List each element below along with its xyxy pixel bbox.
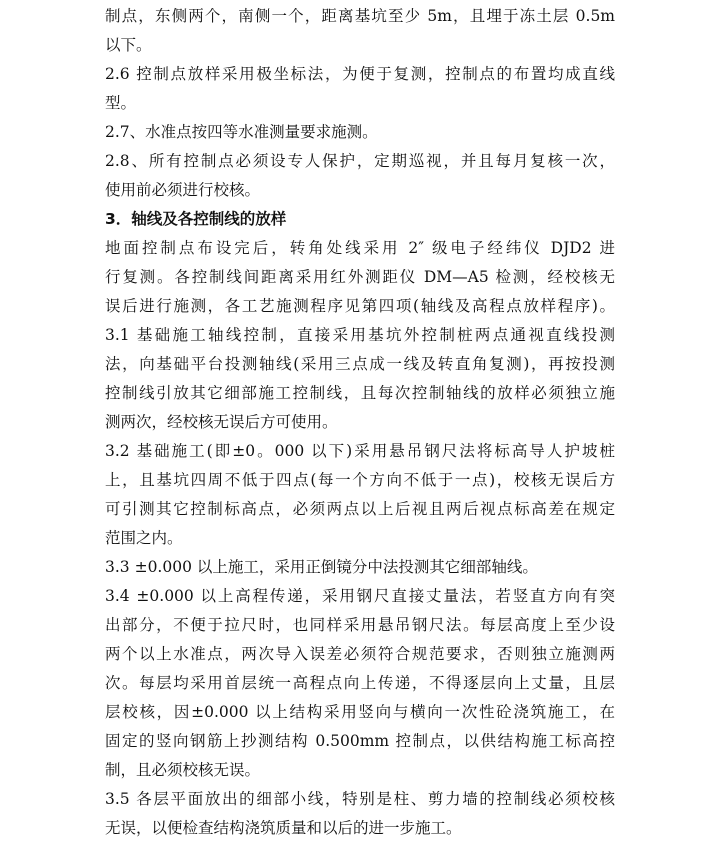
text-line: 出部分，不便于拉尺时，也同样采用悬吊钢尺法。每层高度上至少设 [105,616,615,634]
text-line: 两个以上水准点，两次导入误差必须符合规范要求，否则独立施测两 [105,645,615,663]
text-line: 控制线引放其它细部施工控制线，且每次控制轴线的放样必须独立施 [105,384,615,402]
text-line: 型。 [105,94,137,112]
text-line: 3.3 ±0.000 以上施工，采用正倒镜分中法投测其它细部轴线。 [105,558,538,576]
text-line: 3.2 基础施工(即±0。000 以下)采用悬吊钢尺法将标高导人护坡桩 [105,442,615,460]
text-line: 行复测。各控制线间距离采用红外测距仪 DM—A5 检测，经校核无 [105,268,615,286]
text-line: 制，且必须校核无误。 [105,761,261,779]
text-line: 无误，以便检查结构浇筑质量和以后的进一步施工。 [105,819,462,837]
text-line: 层校核，因±0.000 以上结构采用竖向与横向一次性砼浇筑施工，在 [105,703,615,721]
text-line: 3.5 各层平面放出的细部小线，特别是柱、剪力墙的控制线必须校核 [105,790,615,808]
text-line: 上，且基坑四周不低于四点(每一个方向不低于一点)，校核无误后方 [105,471,615,489]
text-line: 使用前必须进行校核。 [105,181,261,199]
text-line: 测两次，经校核无误后方可使用。 [105,413,338,431]
text-line: 2.6 控制点放样采用极坐标法，为便于复测，控制点的布置均成直线 [105,65,615,83]
text-line: 地面控制点布设完后，转角处线采用 2″ 级电子经纬仪 DJD2 进 [105,239,615,257]
text-line: 制点，东侧两个，南侧一个，距离基坑至少 5m，且埋于冻土层 0.5m [105,7,615,25]
text-line: 3.1 基础施工轴线控制，直接采用基坑外控制桩两点通视直线投测 [105,326,615,344]
text-line: 误后进行施测，各工艺施测程序见第四项(轴线及高程点放样程序)。 [105,297,615,315]
text-line: 次。每层均采用首层统一高程点向上传递，不得逐层向上丈量，且层 [105,674,615,692]
section-heading: 3．轴线及各控制线的放样 [105,210,287,228]
text-line: 2.8、所有控制点必须设专人保护，定期巡视，并且每月复核一次， [105,152,615,170]
text-line: 2.7、水准点按四等水准测量要求施测。 [105,123,378,141]
text-line: 固定的竖向钢筋上抄测结构 0.500mm 控制点，以供结构施工标高控 [105,732,615,750]
text-line: 以下。 [105,36,152,54]
text-line: 3.4 ±0.000 以上高程传递，采用钢尺直接丈量法，若竖直方向有突 [105,587,615,605]
text-line: 可引测其它控制标高点，必须两点以上后视且两后视点标高差在规定 [105,500,615,518]
text-line: 范围之内。 [105,529,183,547]
text-line: 法，向基础平台投测轴线(采用三点成一线及转直角复测)，再按投测 [105,355,615,373]
document-body [105,2,615,843]
